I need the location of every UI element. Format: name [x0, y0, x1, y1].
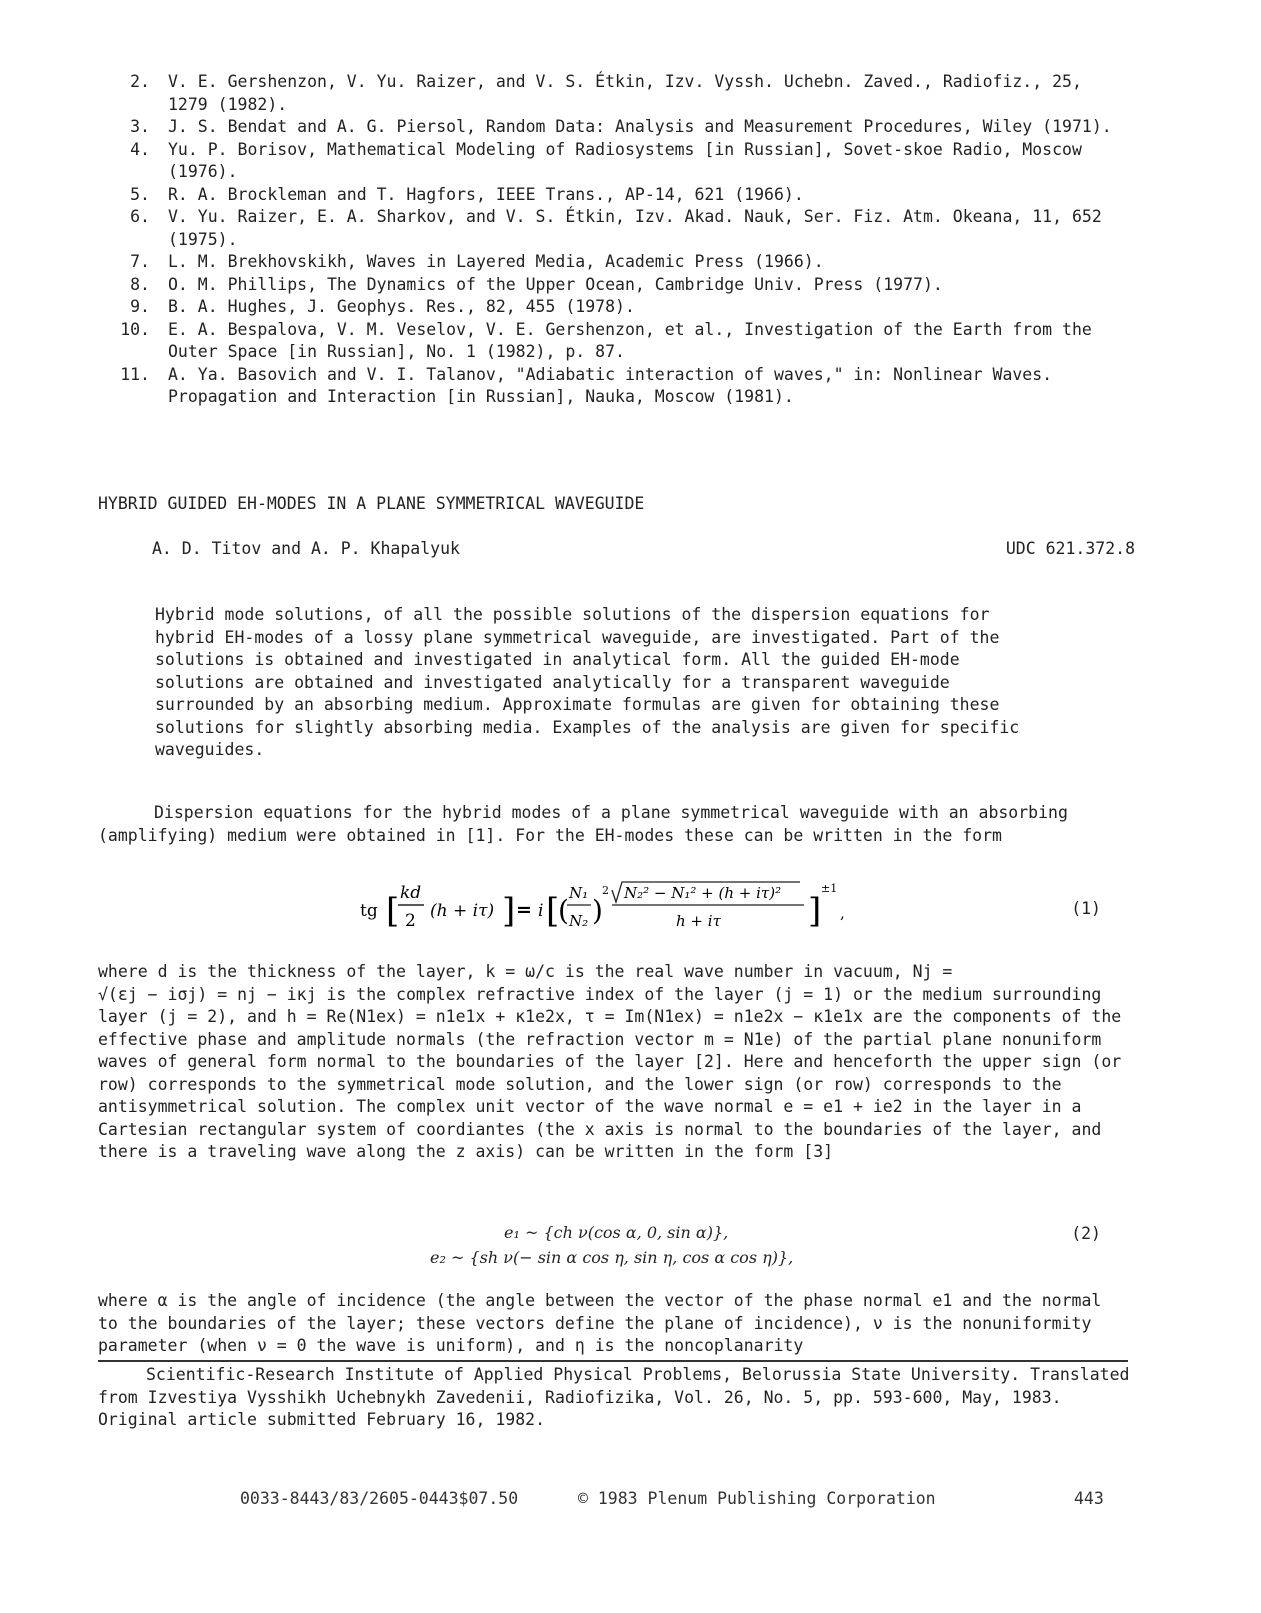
- svg-text:tg: tg: [360, 901, 378, 921]
- equation-2-line-1: e₁ ~ {ch ν(cos α, 0, sin α)},: [504, 1223, 729, 1242]
- reference-item: 8. O. M. Phillips, The Dynamics of the Upper Ocean, Cambridge Univ. Press (1977).: [130, 274, 943, 294]
- article-authors: A. D. Titov and A. P. Khapalyuk: [152, 539, 460, 558]
- svg-text:[: [: [546, 891, 560, 931]
- equation-1: [360, 874, 880, 944]
- equation-1-number: (1): [1071, 899, 1101, 918]
- svg-text:): ): [592, 894, 603, 927]
- page-number: 443: [1074, 1489, 1104, 1508]
- reference-list: [98, 71, 1128, 409]
- definitions-paragraph: [98, 961, 1138, 1164]
- equation-2-line-2: e₂ ~ {sh ν(− sin α cos η, sin η, cos α cos η)},: [430, 1248, 794, 1267]
- incidence-paragraph: where α is the angle of incidence (the angle between the vector of the phase normal e1 and the normal to the boundaries of the layer; these vectors define the plane of incidence), ν is the nonuniformity parameter (when ν = 0 the wave is uniform), and η is the noncoplanarity: [98, 1291, 1102, 1355]
- svg-text:]: ]: [502, 891, 516, 931]
- svg-text:kd: kd: [400, 883, 422, 903]
- definitions-line-1: where d is the thickness of the layer, k = ω/c is the real wave number in vacuum, Nj =: [98, 962, 953, 981]
- svg-text:,: ,: [840, 904, 845, 922]
- footnote: Scientific-Research Institute of Applied Physical Problems, Belorussia State University. Translated from Izvestiya Vysshikh Uchebnykh Zavedenii, Radiofizika, Vol. 26, No. 5, pp. 593-600, May, 1983. Original article submitted February 16, 1982.: [98, 1365, 1130, 1429]
- reference-item: 3. J. S. Bendat and A. G. Piersol, Random Data: Analysis and Measurement Procedures, Wiley (1971).: [130, 117, 1112, 136]
- svg-text:N₁: N₁: [569, 884, 589, 902]
- svg-text:i: i: [538, 901, 544, 921]
- reference-item: 10. E. A. Bespalova, V. M. Veselov, V. E. Gershenzon, et al., Investigation of the Earth from the Outer Space [in Russian], No. 1 (1982), p. 87.: [120, 319, 1092, 361]
- equation-2-number: (2): [1071, 1224, 1101, 1243]
- udc-code: UDC 621.372.8: [1005, 539, 1135, 558]
- svg-text:N₂: N₂: [569, 912, 589, 930]
- svg-text:(: (: [558, 894, 569, 927]
- abstract: Hybrid mode solutions, of all the possible solutions of the dispersion equations for hybrid EH-modes of a lossy plane symmetrical waveguide, are investigated. Part of the solutions is obtained and investigated in analytical form. All the guided EH-mode solutions are obtained and investigated analytically for a transparent waveguide surrounded by an absorbing medium. Approximate formulas are given for obtaining these solutions for slightly absorbing media. Examples of the analysis are given for specific waveguides.: [155, 605, 1020, 759]
- footnote-divider: [98, 1360, 1128, 1362]
- article-title: HYBRID GUIDED EH-MODES IN A PLANE SYMMETRICAL WAVEGUIDE: [98, 494, 645, 513]
- svg-text:[: [: [386, 891, 400, 931]
- equation-2: [420, 1220, 900, 1270]
- reference-item: 7. L. M. Brekhovskikh, Waves in Layered Media, Academic Press (1966).: [130, 252, 824, 271]
- article-code: 0033-8443/83/2605-0443$07.50: [240, 1489, 519, 1508]
- svg-text:=: =: [516, 899, 532, 921]
- svg-text:(h + iτ): (h + iτ): [430, 901, 495, 921]
- reference-item: 9. B. A. Hughes, J. Geophys. Res., 82, 455 (1978).: [130, 297, 635, 316]
- svg-text:±1: ±1: [821, 882, 838, 895]
- definitions-body: √(εj − iσj) = nj − iκj is the complex refractive index of the layer (j = 1) or the medium surrounding layer (j = 2), and h = Re(N1ex) = n1e1x + κ1e2x, τ = Im(N1ex) = n1e2x − κ1e1x are the components of the effective phase and amplitude normals (the refraction vector m = N1e) of the partial plane nonuniform waves of general form normal to the boundaries of the layer [2]. Here and henceforth the upper sign (or row) corresponds to the symmetrical mode solution, and the lower sign (or row) corresponds to the antisymmetrical solution. The complex unit vector of the wave normal e = e1 + ie2 in the layer in a Cartesian rectangular system of coordiantes (the x axis is normal to the boundaries of the layer, and there is a traveling wave along the z axis) can be written in the form [3]: [98, 984, 1122, 1161]
- publisher-line: © 1983 Plenum Publishing Corporation: [578, 1489, 936, 1508]
- svg-text:h + iτ: h + iτ: [676, 912, 721, 930]
- svg-text:N₂² − N₁² + (h + iτ)²: N₂² − N₁² + (h + iτ)²: [624, 884, 782, 902]
- intro-paragraph: Dispersion equations for the hybrid modes of a plane symmetrical waveguide with an absorbing (amplifying) medium were obtained in [1]. For the EH-modes these can be written in the form: [98, 803, 1068, 845]
- svg-text:2: 2: [602, 884, 609, 897]
- reference-item: 5. R. A. Brockleman and T. Hagfors, IEEE Trans., AP-14, 621 (1966).: [130, 184, 804, 204]
- svg-text:]: ]: [808, 891, 822, 931]
- reference-item: 2. V. E. Gershenzon, V. Yu. Raizer, and V. S. Étkin, Izv. Vyssh. Uchebn. Zaved., Radiofiz., 25, 1279 (1982).: [130, 72, 1082, 114]
- reference-item: 11. A. Ya. Basovich and V. I. Talanov, "Adiabatic interaction of waves," in: Nonlinear Waves. Propagation and Interaction [in Russian], Nauka, Moscow (1981).: [120, 364, 1053, 406]
- svg-text:2: 2: [405, 911, 416, 931]
- reference-item: 4. Yu. P. Borisov, Mathematical Modeling of Radiosystems [in Russian], Sovet-skoe Radio, Moscow (1976).: [130, 139, 1082, 181]
- reference-item: 6. V. Yu. Raizer, E. A. Sharkov, and V. S. Étkin, Izv. Akad. Nauk, Ser. Fiz. Atm. Okeana, 11, 652 (1975).: [130, 207, 1102, 249]
